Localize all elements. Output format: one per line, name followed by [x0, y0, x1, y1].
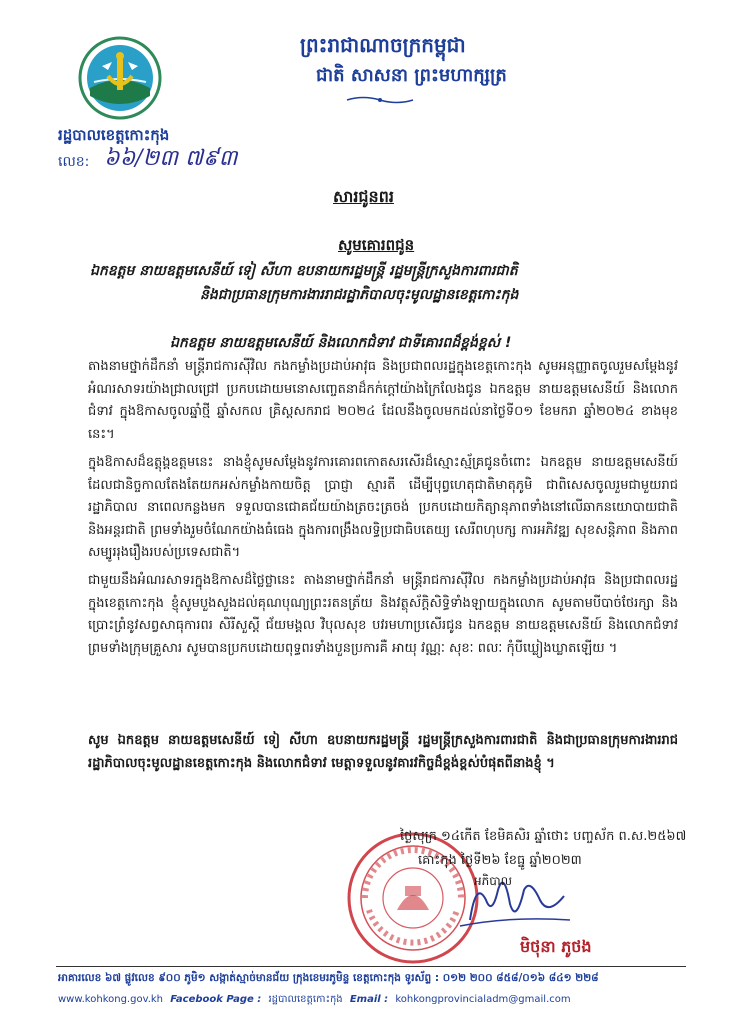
lunar-date: ថ្ងៃសុក្រ ១៤កើត ខែមិគសិរ ឆ្នាំថោះ បញ្ចស័ក ព.ស.២៥៦៧ [400, 829, 687, 844]
recipient-line-3: ឯកឧត្តម នាយឧត្តមសេនីយ៍ និងលោកជំទាវ ជាទីគោរពដ៏ខ្ពង់ខ្ពស់ ! [170, 335, 512, 351]
footer-contact [58, 992, 575, 1007]
body-paragraph-2: ក្នុងឱកាសដ៏ឧត្តុង្គឧត្តមនេះ នាងខ្ញុំសូមសម្តែងនូវការគោរពកោតសរសើរដ៏ស្មោះស្ម័គ្រជូនចំពោះ ឯកឧត្តម នាយឧត្តមសេនីយ៍ ដែលជានិច្ចកាលតែងតែយកអស់កម្លាំងកាយចិត្ត ប្រាជ្ញា ស្មារតី ដើម្បីបុព្វហេតុជាតិមាតុភូមិ ជាពិសេសចូលរួមជាមួយរាជរដ្ឋាភិបាល នាពេលកន្លងមក ទទួលបានជោគជ័យយ៉ាងត្រចះត្រចង់ ប្រកបដោយកិត្យានុភាពទាំងនៅលើឆាកនយោបាយជាតិ និងអន្តរជាតិ ព្រមទាំងរួមចំណែកយ៉ាងធំធេង ក្នុងការពង្រឹងលទ្ធិប្រជាធិបតេយ្យ សេរីពហុបក្ស ការអភិវឌ្ឍ សុខសន្តិភាព និងភាពសម្បូររុងរឿងរបស់ប្រទេសជាតិ។ [88, 455, 678, 560]
footer-address: អាគារលេខ ៦៧ ផ្លូវលេខ ៩០០ ភូមិ១ សង្កាត់ស្មាច់មានជ័យ ក្រុងខេមរភូមិន្ទ ខេត្តកោះកុង ទូរស័ព្ទ : ០១២ ២០០ ៨៥៨/០១៦ ៨៤១ ២២៨ [58, 972, 599, 984]
footer-email-label: Email : [349, 994, 389, 1005]
footer-facebook-value: រដ្ឋបាលខេត្តកោះកុង [268, 994, 343, 1005]
recipient-line-1: ឯកឧត្តម នាយឧត្តមសេនីយ៍ ទៀ សីហា ឧបនាយករដ្ឋមន្ត្រី រដ្ឋមន្ត្រីក្រសួងការពារជាតិ [90, 263, 518, 279]
national-motto: ជាតិ សាសនា ព្រះមហាក្សត្រ [316, 65, 507, 86]
footer-divider [56, 966, 686, 967]
recipient-line-2: និងជាប្រធានក្រុមការងាររាជរដ្ឋាភិបាលចុះមូលដ្ឋានខេត្តកោះកុង [200, 287, 519, 303]
kingdom-heading: ព្រះរាជាណាចក្រកម្ពុជា [300, 33, 466, 57]
handwritten-signature-icon [440, 860, 580, 940]
body-paragraph-1: តាងនាមថ្នាក់ដឹកនាំ មន្ត្រីរាជការស៊ីវិល កងកម្លាំងប្រដាប់អាវុធ និងប្រជាពលរដ្ឋក្នុងខេត្តកោះកុង សូមអនុញ្ញាតចូលរួមសម្តែងនូវអំណរសាទរយ៉ាងជ្រាលជ្រៅ ប្រកបដោយមនោសញ្ចេតនាដ៏កក់ក្តៅយ៉ាងក្រៃលែងជូន ឯកឧត្តម នាយឧត្តមសេនីយ៍ និងលោកជំទាវ ក្នុងឱកាសចូលឆ្នាំថ្មី ឆ្នាំសកល គ្រិស្តសករាជ ២០២៤ ដែលនឹងចូលមកដល់នាថ្ងៃទី០១ ខែមករា ឆ្នាំ២០២៤ ខាងមុខនេះ។ [88, 359, 678, 442]
solar-date: គោះកុង ថ្ងៃទី២៦ ខែធ្នូ ឆ្នាំ២០២៣ [418, 853, 582, 868]
body-paragraph-3: ជាមួយនឹងអំណរសាទរក្នុងឱកាសដ៏ថ្លៃថ្លានេះ តាងនាមថ្នាក់ដឹកនាំ មន្ត្រីរាជការស៊ីវិល កងកម្លាំងប្រដាប់អាវុធ និងប្រជាពលរដ្ឋក្នុងខេត្តកោះកុង ខ្ញុំសូមបួងសួងដល់គុណបុណ្យព្រះរតនត្រ័យ និងវត្ថុស័ក្តិសិទ្ធិទាំងឡាយក្នុងលោក សូមតាមបីបាច់ថែរក្សា និងប្រោះព្រំនូវសព្វសាធុការពរ សិរីសួស្តី ជ័យមង្គល វិបុលសុខ បវរមហាប្រសើរជូន ឯកឧត្តម នាយឧត្តមសេនីយ៍ និងលោកជំទាវ ព្រមទាំងក្រុមគ្រួសារ សូមបានប្រកបដោយពុទ្ធពរទាំងបួនប្រការគឺ អាយុ វណ្ណៈ សុខៈ ពលៈ កុំបីឃ្លៀងឃ្លាតឡើយ ។ [88, 573, 678, 656]
reference-number-handwritten: ៦៦/២៣ ៧៩៣ [104, 146, 238, 171]
document-title: សារជូនពរ [333, 187, 394, 206]
greeting: សូមគោរពជូន [338, 236, 415, 254]
footer-facebook-label: Facebook Page : [170, 994, 262, 1005]
footer-website: www.kohkong.gov.kh [58, 994, 164, 1005]
body-paragraph-4: សូម ឯកឧត្តម នាយឧត្តមសេនីយ៍ ទៀ សីហា ឧបនាយករដ្ឋមន្ត្រី រដ្ឋមន្ត្រីក្រសួងការពារជាតិ និងជាប្រធានក្រុមការងាររាជរដ្ឋាភិបាលចុះមូលដ្ឋានខេត្តកោះកុង និងលោកជំទាវ មេត្តាទទួលនូវគារវកិច្ចដ៏ខ្ពង់ខ្ពស់បំផុតពីនាងខ្ញុំ ។ [88, 733, 678, 771]
signatory-title: អភិបាល [474, 874, 513, 888]
provincial-logo-icon [78, 36, 162, 120]
organization-name: រដ្ឋបាលខេត្តកោះកុង [58, 126, 170, 144]
divider-ornament-icon [345, 95, 415, 105]
footer-email-value: kohkongprovincialadm@gmail.com [395, 994, 571, 1005]
signer-name: មិថុនា ភូថង [520, 937, 592, 956]
reference-label: លេខ: [58, 154, 90, 170]
